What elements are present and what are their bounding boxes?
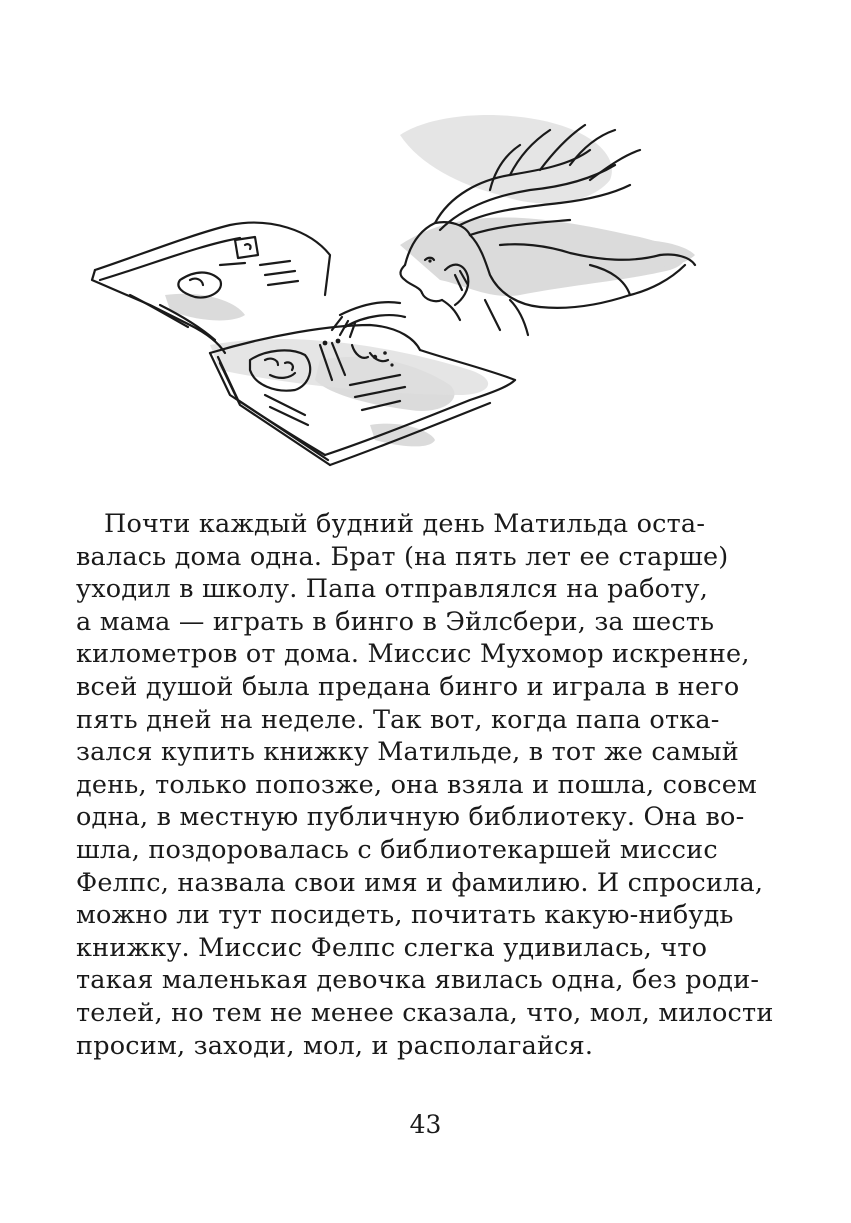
text-line: Почти каждый будний день Матильда оста-: [104, 509, 706, 539]
text-line: Фелпс, назвала свои имя и фамилию. И спросила,: [76, 867, 764, 898]
text-line: уходил в школу. Папа отправлялся на работу,: [76, 574, 709, 605]
text-line: книжку. Миссис Фелпс слегка удивилась, что: [76, 932, 708, 963]
watercolor-wash: [165, 218, 695, 447]
text-line: день, только попозже, она взяла и пошла, совсем: [76, 769, 758, 800]
body-text: [76, 508, 774, 1062]
text-line: просим, заходи, мол, и располагайся.: [76, 1030, 594, 1061]
text-line: всей душой была предана бинго и играла в него: [76, 671, 740, 702]
text-line: валась дома одна. Брат (на пять лет ее старше): [76, 541, 729, 572]
text-line: такая маленькая девочка явилась одна, без роди-: [76, 965, 760, 996]
text-line: одна, в местную публичную библиотеку. Она во-: [76, 802, 745, 833]
page-number: 43: [409, 1110, 442, 1139]
text-line: можно ли тут посидеть, почитать какую-нибудь: [76, 900, 734, 931]
text-line: пять дней на неделе. Так вот, когда папа отка-: [76, 704, 720, 735]
text-line: а мама — играть в бинго в Эйлсбери, за шесть: [76, 606, 715, 637]
text-line: шла, поздоровалась с библиотекаршей миссис: [76, 834, 718, 865]
text-line: километров от дома. Миссис Мухомор искренне,: [76, 639, 750, 670]
text-line: телей, но тем не менее сказала, что, мол, милости: [76, 997, 774, 1028]
text-line: зался купить книжку Матильде, в тот же самый: [76, 737, 739, 768]
girl-reading-book-illustration: [70, 95, 710, 495]
